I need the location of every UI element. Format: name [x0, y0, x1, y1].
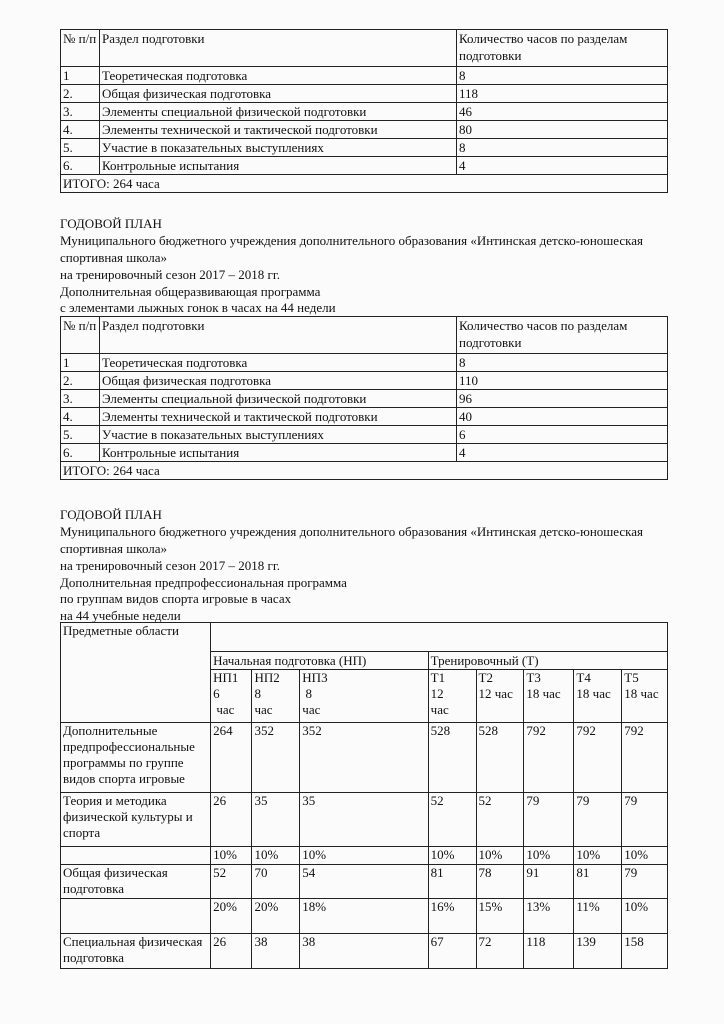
row-section: Контрольные испытания — [100, 444, 457, 462]
group-t5: Т5 18 час — [622, 670, 668, 723]
level-np-header: Начальная подготовка (НП) — [211, 652, 429, 670]
row-number: 1 — [61, 67, 100, 85]
row-number: 4. — [61, 408, 100, 426]
blank-cell — [61, 652, 211, 670]
cell-value: 792 — [574, 723, 622, 793]
hours-table-1 — [60, 29, 668, 193]
plan-line: по группам видов спорта игровые в часах — [60, 591, 292, 607]
cell-value: 81 — [428, 865, 476, 899]
table-row — [61, 157, 668, 175]
row-section: Контрольные испытания — [100, 157, 457, 175]
row-number: 6. — [61, 157, 100, 175]
cell-value: 10% — [428, 847, 476, 865]
cell-value: 118 — [524, 934, 574, 969]
row-number: 6. — [61, 444, 100, 462]
cell-value: 16% — [428, 899, 476, 934]
table-row — [61, 354, 668, 372]
cell-value: 158 — [622, 934, 668, 969]
cell-value: 10% — [252, 847, 300, 865]
row-section: Участие в показательных выступлениях — [100, 139, 457, 157]
table-row — [61, 723, 668, 793]
row-hours: 118 — [457, 85, 668, 103]
cell-value: 26 — [211, 934, 252, 969]
table-header-row — [61, 30, 668, 67]
group-t3: Т3 18 час — [524, 670, 574, 723]
table-header-row — [61, 317, 668, 354]
cell-value: 70 — [252, 865, 300, 899]
group-np2: НП2 8 час — [252, 670, 300, 723]
table-row — [61, 444, 668, 462]
cell-value: 38 — [252, 934, 300, 969]
col-header-section: Раздел подготовки — [100, 30, 457, 67]
row-number: 1 — [61, 354, 100, 372]
row-number: 2. — [61, 85, 100, 103]
row-hours: 46 — [457, 103, 668, 121]
plan-line: Муниципального бюджетного учреждения дополнительного образования «Интинская детско-юношеская спортивная школа» — [60, 523, 644, 556]
total-cell: ИТОГО: 264 часа — [61, 462, 668, 480]
table-total-row — [61, 175, 668, 193]
cell-value: 79 — [574, 793, 622, 847]
cell-value: 67 — [428, 934, 476, 969]
cell-value: 10% — [622, 847, 668, 865]
group-t1: Т1 12 час — [428, 670, 476, 723]
plan-line: на 44 учебные недели — [60, 608, 181, 624]
table-row — [61, 426, 668, 444]
cell-value: 79 — [622, 793, 668, 847]
row-label — [61, 847, 211, 865]
table-row — [61, 408, 668, 426]
row-section: Элементы технической и тактической подготовки — [100, 408, 457, 426]
level-row — [61, 652, 668, 670]
table-row — [61, 121, 668, 139]
row-section: Общая физическая подготовка — [100, 372, 457, 390]
table-row — [61, 139, 668, 157]
table-row — [61, 372, 668, 390]
cell-value: 352 — [252, 723, 300, 793]
cell-value: 35 — [252, 793, 300, 847]
row-hours: 6 — [457, 426, 668, 444]
plan-title: ГОДОВОЙ ПЛАН — [60, 507, 162, 522]
table-total-row — [61, 462, 668, 480]
row-number: 4. — [61, 121, 100, 139]
cell-value: 72 — [476, 934, 524, 969]
cell-value: 54 — [300, 865, 428, 899]
row-label — [61, 899, 211, 934]
table-row — [61, 390, 668, 408]
row-section: Элементы технической и тактической подготовки — [100, 121, 457, 139]
table-row — [61, 103, 668, 121]
annual-plan-heading-3 — [60, 507, 680, 625]
group-t2: Т2 12 час — [476, 670, 524, 723]
plan-line: Муниципального бюджетного учреждения дополнительного образования «Интинская детско-юношеская спортивная школа» — [60, 232, 644, 265]
header-blank — [211, 623, 668, 652]
row-hours: 96 — [457, 390, 668, 408]
row-hours: 8 — [457, 139, 668, 157]
cell-value: 10% — [211, 847, 252, 865]
plan-line: с элементами лыжных гонок в часах на 44 недели — [60, 300, 336, 316]
cell-value: 18% — [300, 899, 428, 934]
cell-value: 79 — [622, 865, 668, 899]
plan-title: ГОДОВОЙ ПЛАН — [60, 216, 162, 231]
row-label: Общая физическая подготовка — [61, 865, 211, 899]
cell-value: 15% — [476, 899, 524, 934]
table-row — [61, 934, 668, 969]
cell-value: 352 — [300, 723, 428, 793]
annual-plan-heading-2 — [60, 216, 680, 317]
plan-line: на тренировочный сезон 2017 – 2018 гг. — [60, 266, 280, 282]
subject-areas-header: Предметные области — [61, 623, 211, 652]
row-hours: 4 — [457, 444, 668, 462]
cell-value: 10% — [574, 847, 622, 865]
row-number: 5. — [61, 426, 100, 444]
level-t-header: Тренировочный (Т) — [428, 652, 667, 670]
cell-value: 81 — [574, 865, 622, 899]
row-label: Специальная физическая подготовка — [61, 934, 211, 969]
cell-value: 26 — [211, 793, 252, 847]
row-section: Общая физическая подготовка — [100, 85, 457, 103]
subject-header-row — [61, 623, 668, 652]
hours-table-2 — [60, 316, 668, 480]
cell-value: 264 — [211, 723, 252, 793]
cell-value: 13% — [524, 899, 574, 934]
col-header-section: Раздел подготовки — [100, 317, 457, 354]
row-number: 5. — [61, 139, 100, 157]
row-number: 2. — [61, 372, 100, 390]
row-hours: 110 — [457, 372, 668, 390]
cell-value: 11% — [574, 899, 622, 934]
table-row — [61, 899, 668, 934]
table-row — [61, 85, 668, 103]
row-number: 3. — [61, 103, 100, 121]
group-np1: НП1 6 час — [211, 670, 252, 723]
row-hours: 80 — [457, 121, 668, 139]
row-label: Теория и методика физической культуры и спорта — [61, 793, 211, 847]
subject-hours-table — [60, 622, 668, 969]
table-row — [61, 865, 668, 899]
cell-value: 20% — [252, 899, 300, 934]
row-hours: 8 — [457, 67, 668, 85]
col-header-number: № п/п — [61, 30, 100, 67]
cell-value: 10% — [476, 847, 524, 865]
col-header-number: № п/п — [61, 317, 100, 354]
cell-value: 35 — [300, 793, 428, 847]
cell-value: 792 — [524, 723, 574, 793]
cell-value: 20% — [211, 899, 252, 934]
cell-value: 528 — [428, 723, 476, 793]
cell-value: 91 — [524, 865, 574, 899]
cell-value: 78 — [476, 865, 524, 899]
cell-value: 52 — [428, 793, 476, 847]
row-section: Участие в показательных выступлениях — [100, 426, 457, 444]
cell-value: 79 — [524, 793, 574, 847]
cell-value: 10% — [300, 847, 428, 865]
cell-value: 139 — [574, 934, 622, 969]
cell-value: 52 — [476, 793, 524, 847]
col-header-hours: Количество часов по разделам подготовки — [457, 30, 668, 67]
row-hours: 40 — [457, 408, 668, 426]
plan-line: на тренировочный сезон 2017 – 2018 гг. — [60, 557, 280, 573]
row-section: Теоретическая подготовка — [100, 67, 457, 85]
cell-value: 52 — [211, 865, 252, 899]
plan-line: Дополнительная общеразвивающая программа — [60, 283, 321, 299]
group-t4: Т4 18 час — [574, 670, 622, 723]
row-hours: 4 — [457, 157, 668, 175]
group-row — [61, 670, 668, 723]
table-row — [61, 847, 668, 865]
row-hours: 8 — [457, 354, 668, 372]
total-cell: ИТОГО: 264 часа — [61, 175, 668, 193]
cell-value: 528 — [476, 723, 524, 793]
cell-value: 10% — [622, 899, 668, 934]
blank-cell — [61, 670, 211, 723]
cell-value: 792 — [622, 723, 668, 793]
group-np3: НП3 8 час — [300, 670, 428, 723]
row-number: 3. — [61, 390, 100, 408]
row-section: Теоретическая подготовка — [100, 354, 457, 372]
table-row — [61, 67, 668, 85]
col-header-hours: Количество часов по разделам подготовки — [457, 317, 668, 354]
row-section: Элементы специальной физической подготовки — [100, 390, 457, 408]
table-row — [61, 793, 668, 847]
cell-value: 10% — [524, 847, 574, 865]
cell-value: 38 — [300, 934, 428, 969]
plan-line: Дополнительная предпрофессиональная программа — [60, 574, 347, 590]
row-section: Элементы специальной физической подготовки — [100, 103, 457, 121]
row-label: Дополнительные предпрофессиональные программы по группе видов спорта игровые — [61, 723, 211, 793]
